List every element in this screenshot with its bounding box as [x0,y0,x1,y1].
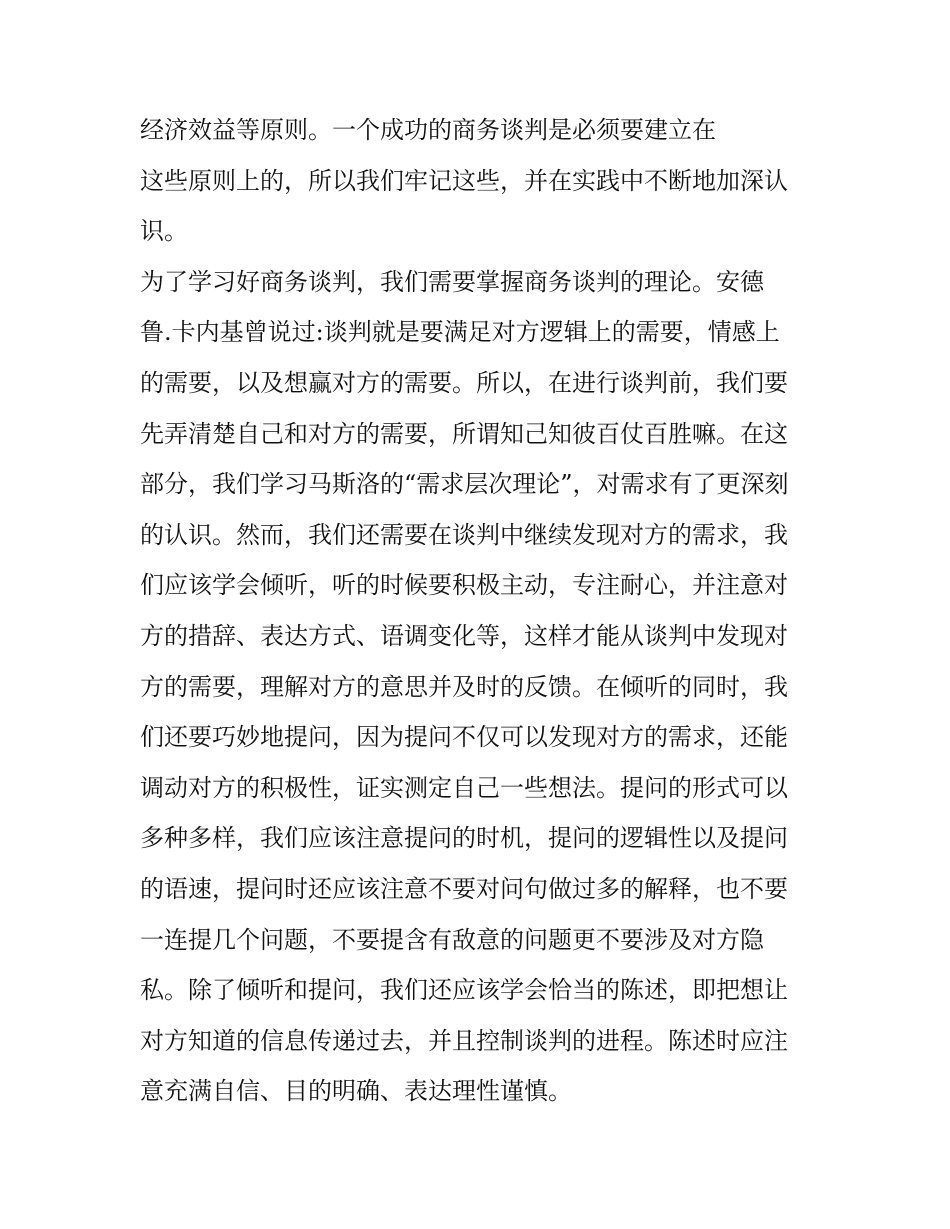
body-text [140,105,830,1117]
text-line: 们还要巧妙地提问，因为提问不仅可以发现对方的需求，还能 [140,723,788,752]
text-line: 对方知道的信息传递过去，并且控制谈判的进程。陈述时应注 [140,1026,788,1055]
text-line: 为了学习好商务谈判，我们需要掌握商务谈判的理论。安德 [140,267,764,296]
text-line: 部分，我们学习马斯洛的“需求层次理论”，对需求有了更深刻 [140,470,789,499]
text-line: 意充满自信、目的明确、表达理性谨慎。 [140,1077,572,1106]
text-line: 识。 [140,217,188,246]
text-line: 私。除了倾听和提问，我们还应该学会恰当的陈述，即把想让 [140,976,788,1005]
text-line: 经济效益等原则。一个成功的商务谈判是必须要建立在 [140,116,716,144]
text-line: 的需要，以及想赢对方的需要。所以，在进行谈判前，我们要 [140,368,788,397]
text-line: 这些原则上的，所以我们牢记这些，并在实践中不断地加深认 [140,166,788,195]
text-line: 多种多样，我们应该注意提问的时机，提问的逻辑性以及提问 [140,824,788,853]
text-line: 的认识。然而，我们还需要在谈判中继续发现对方的需求，我 [140,520,788,549]
text-line: 先弄清楚自己和对方的需要，所谓知己知彼百仗百胜嘛。在这 [140,419,788,448]
text-line: 调动对方的积极性，证实测定自己一些想法。提问的形式可以 [140,773,788,802]
text-line: 一连提几个问题，不要提含有敌意的问题更不要涉及对方隐 [140,925,764,954]
text-line: 的语速，提问时还应该注意不要对问句做过多的解释，也不要 [140,874,788,903]
text-line: 们应该学会倾听，听的时候要积极主动，专注耐心，并注意对 [140,571,788,600]
text-line: 鲁.卡内基曾说过:谈判就是要满足对方逻辑上的需要，情感上 [140,318,780,347]
text-line: 方的需要，理解对方的意思并及时的反馈。在倾听的同时，我 [140,672,788,701]
text-line: 方的措辞、表达方式、语调变化等，这样才能从谈判中发现对 [140,621,788,650]
